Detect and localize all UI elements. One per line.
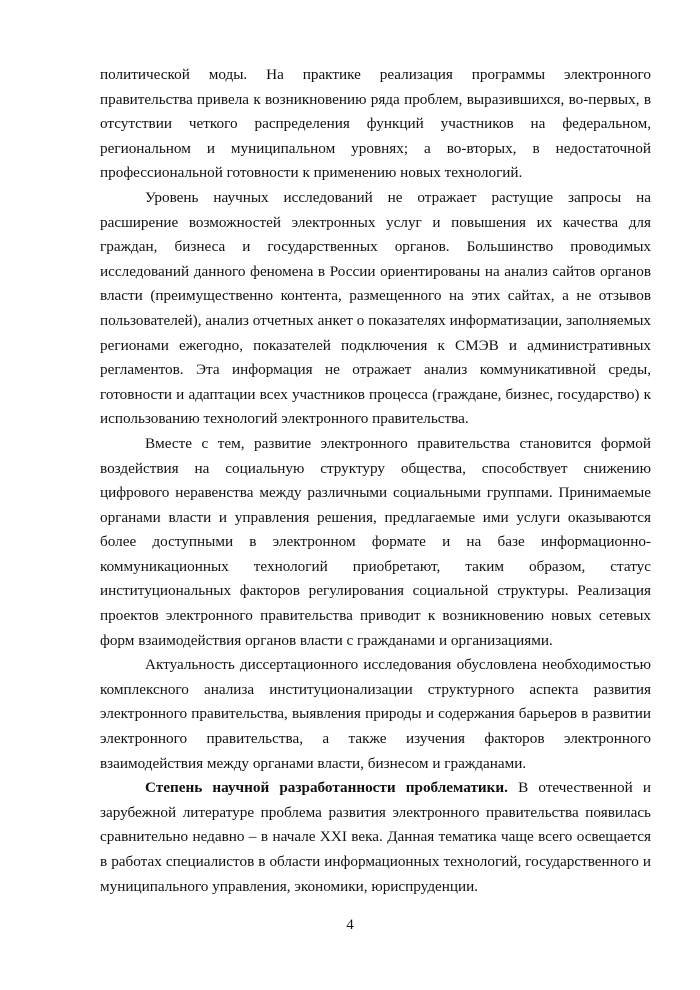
paragraph-5: [100, 776, 651, 899]
paragraph-2: Уровень научных исследований не отражает растущие запросы на расширение возможностей электронных услуг и повышения их качества для граждан, бизнеса и государственных органов. Большинство проводимых исследований данного феномена в России ориентированы на анализ сайтов органов власти (преимущественно контента, размещенного на этих сайтах, а не отзывов пользователей), анализ отчетных анкет о показателях информатизации, заполняемых регионами ежегодно, показателей подключения к СМЭВ и административных регламентов. Эта информация не отражает анализ коммуникативной среды, готовности и адаптации всех участников процесса (граждане, бизнес, государство) к использованию технологий электронного правительства.: [100, 188, 651, 428]
page-number: 4: [346, 917, 354, 933]
paragraph-1: политической моды. На практике реализация программы электронного правительства привела к возникновению ряда проблем, выразившихся, во-первых, в отсутствии четкого распределения функций участников на федеральном, региональном и муниципальном уровнях; а во-вторых, в недостаточной профессиональной готовности к применению новых технологий.: [100, 66, 651, 182]
body-text: [100, 63, 651, 899]
section-heading-inline: Степень научной разработанности проблематики.: [145, 779, 508, 797]
paragraph-4: Актуальность диссертационного исследования обусловлена необходимостью комплексного анализа институционализации структурного аспекта развития электронного правительства, выявления природы и содержания барьеров в развитии электронного правительства, а также изучения факторов электронного взаимодействия между органами власти, бизнесом и гражданами.: [100, 656, 651, 772]
paragraph-5-text: В отечественной и зарубежной литературе проблема развития электронного правительства появилась сравнительно недавно – в начале XXI века. Данная тематика чаще всего освещается в работах специалистов в области информационных технологий, государственного и муниципального управления, экономики, юриспруденции.: [100, 779, 652, 895]
paragraph-3: Вместе с тем, развитие электронного правительства становится формой воздействия на социальную структуру общества, способствует снижению цифрового неравенства между различными социальными группами. Принимаемые органами власти и управления решения, предлагаемые ими услуги оказываются более доступными в электронном формате и на базе информационно-коммуникационных технологий приобретают, таким образом, статус институциональных факторов регулирования социальной структуры. Реализация проектов электронного правительства приводит к возникновению новых сетевых форм взаимодействия органов власти с гражданами и организациями.: [100, 434, 651, 649]
